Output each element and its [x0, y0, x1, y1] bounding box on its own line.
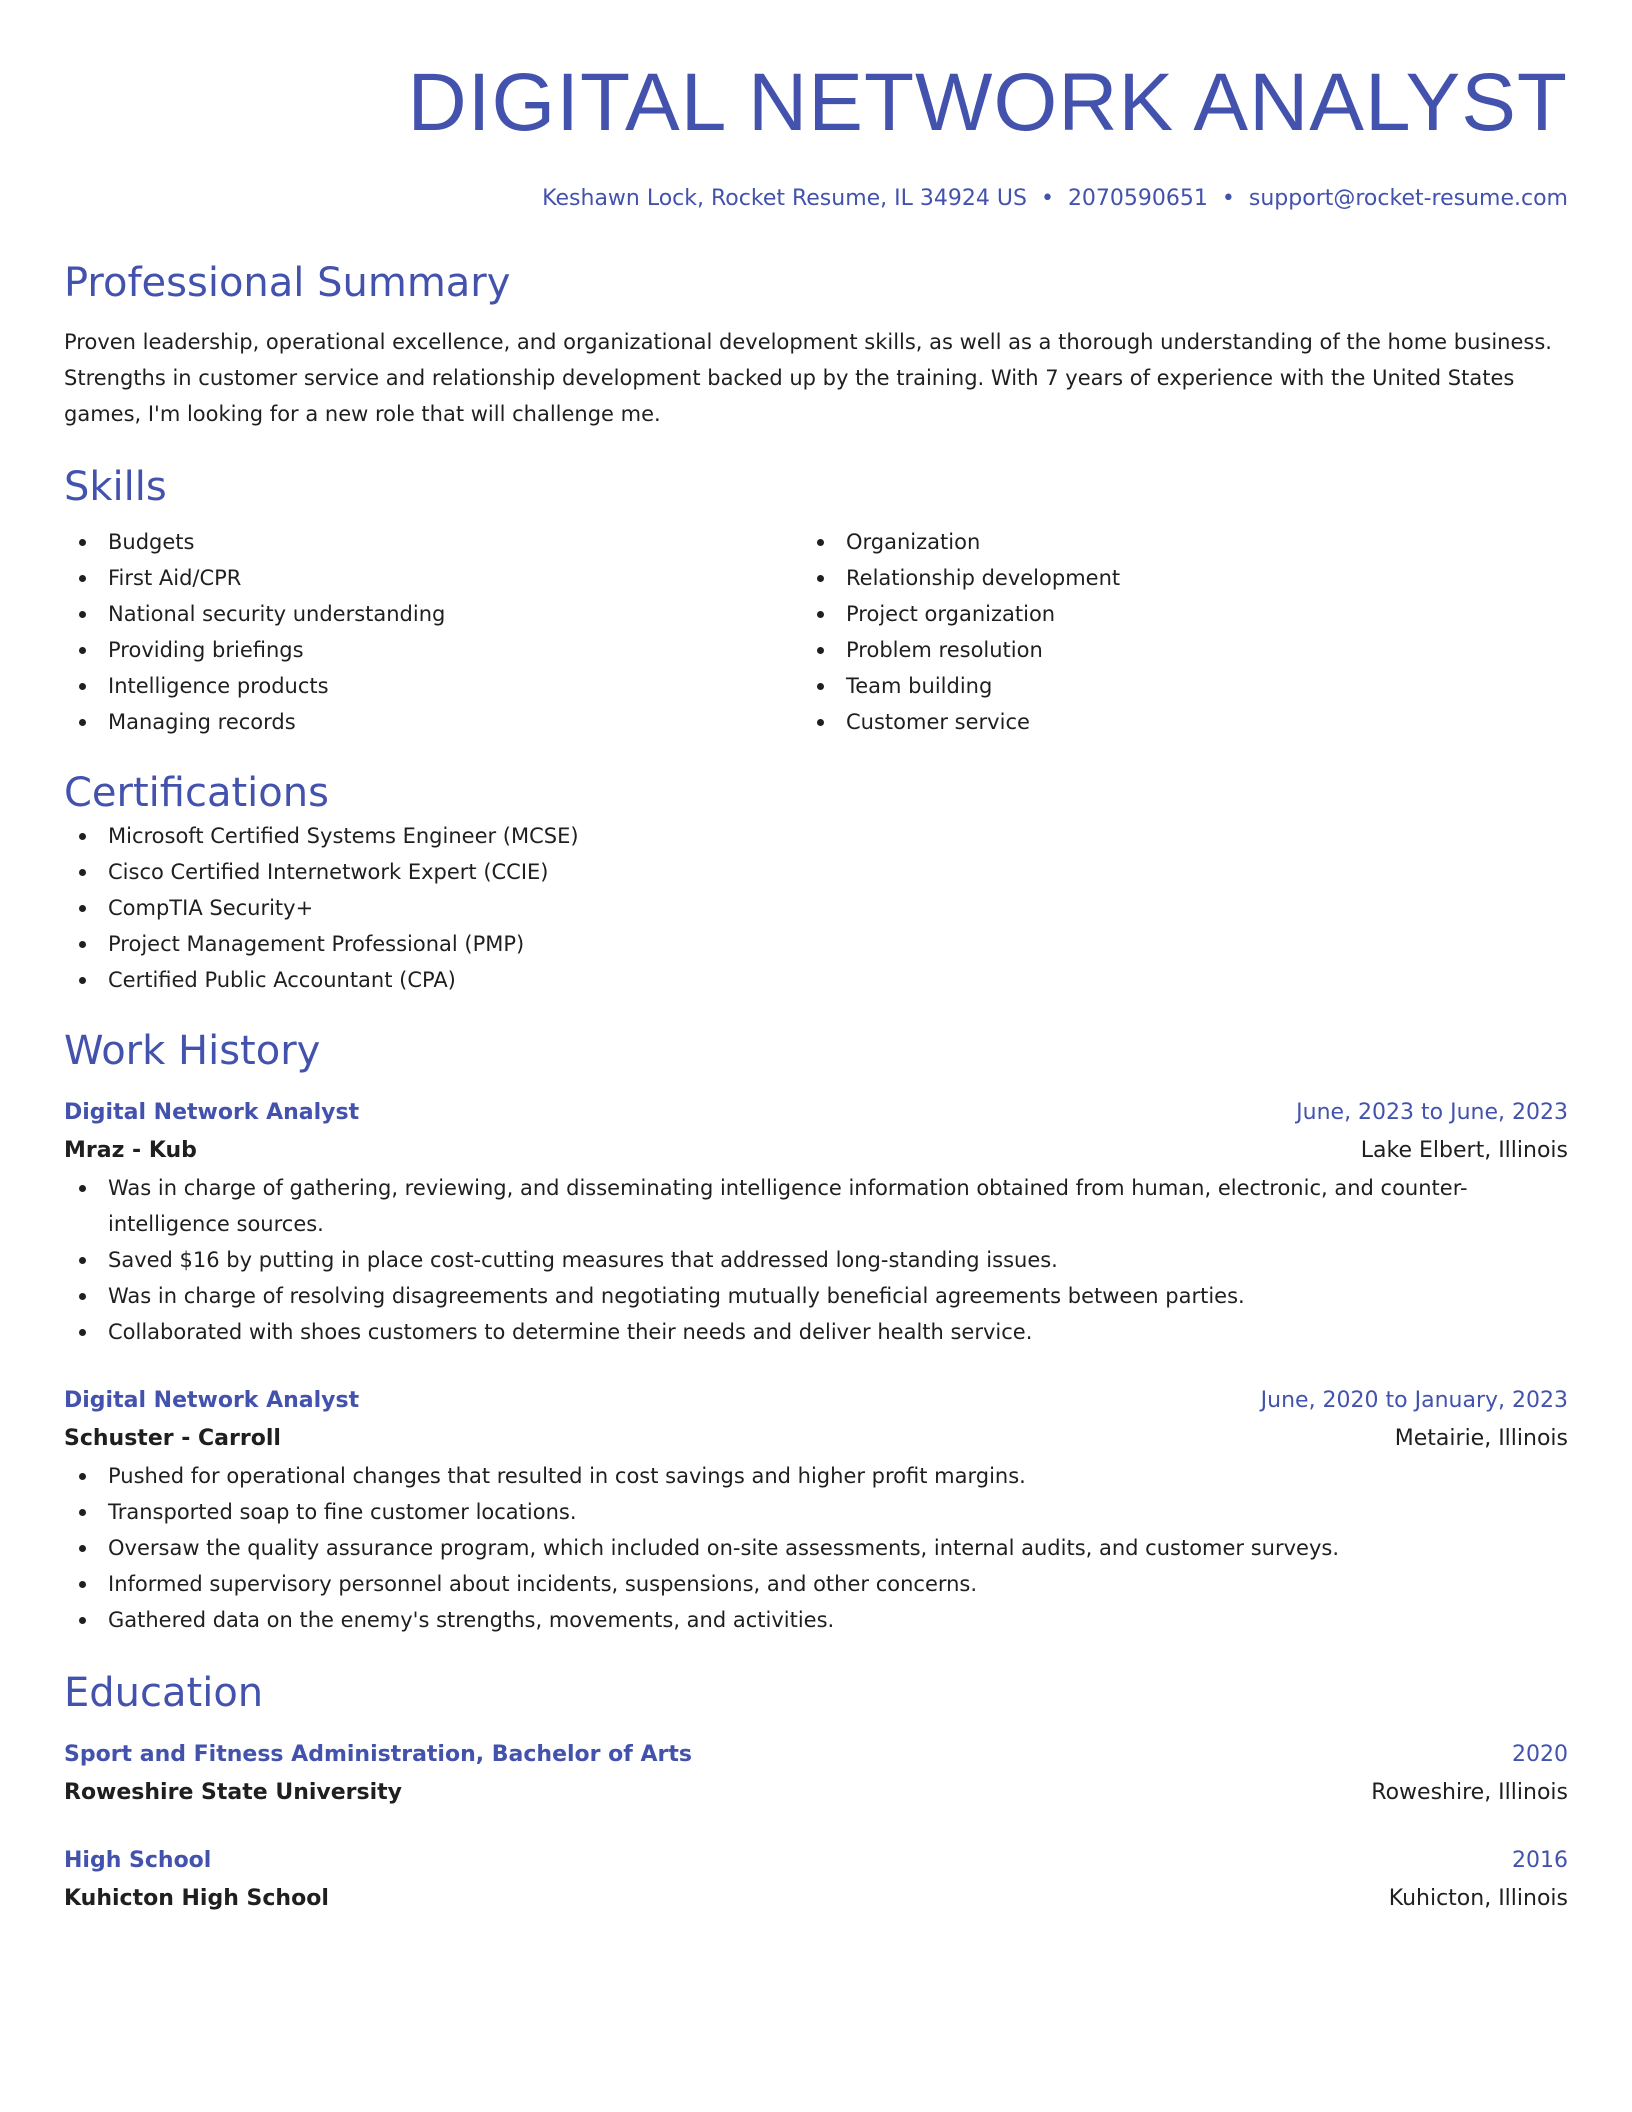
contact-phone: 2070590651 — [1067, 186, 1208, 211]
certification-item: CompTIA Security+ — [64, 890, 1568, 926]
school-location: Kuhicton, Illinois — [1388, 1886, 1568, 1911]
skills-grid — [64, 524, 1568, 740]
certifications-list — [64, 818, 1568, 998]
skill-item: Project organization — [802, 596, 1540, 632]
education-entry — [64, 1736, 1568, 1812]
job-location: Lake Elbert, Illinois — [1360, 1138, 1568, 1163]
contact-line — [64, 184, 1568, 214]
work-history-heading: Work History — [64, 1028, 321, 1074]
job-dates: June, 2020 to January, 2023 — [1260, 1388, 1568, 1413]
skills-column-right — [802, 524, 1540, 740]
education-entry-subheader — [64, 1774, 1568, 1812]
graduation-year: 2020 — [1512, 1742, 1568, 1767]
job-title: Digital Network Analyst — [64, 1388, 360, 1413]
school-name: Roweshire State University — [64, 1780, 403, 1805]
skill-item: National security understanding — [64, 596, 802, 632]
degree-name: Sport and Fitness Administration, Bachelor of Arts — [64, 1742, 692, 1767]
certifications-heading: Certifications — [64, 770, 329, 816]
certification-item: Microsoft Certified Systems Engineer (MCSE) — [64, 818, 1568, 854]
skill-item: Providing briefings — [64, 632, 802, 668]
job-dates: June, 2023 to June, 2023 — [1296, 1100, 1568, 1125]
job-bullet: Transported soap to fine customer locations. — [64, 1494, 1568, 1530]
education-entry-header — [64, 1736, 1568, 1774]
job-bullet: Collaborated with shoes customers to determine their needs and deliver health service. — [64, 1314, 1568, 1350]
graduation-year: 2016 — [1512, 1848, 1568, 1873]
school-name: Kuhicton High School — [64, 1886, 329, 1911]
job-bullet: Was in charge of resolving disagreements and negotiating mutually beneficial agreements between parties. — [64, 1278, 1568, 1314]
degree-name: High School — [64, 1848, 212, 1873]
summary-text: Proven leadership, operational excellence, and organizational development skills, as well as a thorough understanding of the home business. Strengths in customer service and relationship development backed up by the training. With 7 years of experience with the United States games, I'm looking for a new role that will challenge me. — [64, 330, 1552, 426]
contact-separator: • — [1221, 186, 1235, 211]
company-name: Mraz - Kub — [64, 1138, 197, 1163]
certification-item: Project Management Professional (PMP) — [64, 926, 1568, 962]
job-bullet: Oversaw the quality assurance program, which included on-site assessments, internal audits, and customer surveys. — [64, 1530, 1568, 1566]
work-entry — [64, 1094, 1568, 1350]
education-entry-subheader — [64, 1880, 1568, 1918]
company-name: Schuster - Carroll — [64, 1426, 281, 1451]
certification-item: Cisco Certified Internetwork Expert (CCIE) — [64, 854, 1568, 890]
skill-item: Problem resolution — [802, 632, 1540, 668]
skill-item: Budgets — [64, 524, 802, 560]
job-bullet: Saved $16 by putting in place cost-cutting measures that addressed long-standing issues. — [64, 1242, 1568, 1278]
job-bullets — [64, 1458, 1568, 1638]
work-entry — [64, 1382, 1568, 1638]
education-entry-header — [64, 1842, 1568, 1880]
skills-heading: Skills — [64, 464, 167, 510]
education-heading: Education — [64, 1670, 264, 1716]
job-location: Metairie, Illinois — [1394, 1426, 1568, 1451]
job-bullet: Informed supervisory personnel about incidents, suspensions, and other concerns. — [64, 1566, 1568, 1602]
work-entry-header — [64, 1382, 1568, 1420]
contact-separator: • — [1040, 186, 1054, 211]
school-location: Roweshire, Illinois — [1371, 1780, 1568, 1805]
skill-item: First Aid/CPR — [64, 560, 802, 596]
skill-item: Relationship development — [802, 560, 1540, 596]
resume-name-title: DIGITAL NETWORK ANALYST — [407, 57, 1568, 148]
skill-item: Organization — [802, 524, 1540, 560]
job-bullet: Was in charge of gathering, reviewing, and disseminating intelligence information obtained from human, electronic, and counter-intelligence sources. — [64, 1170, 1568, 1242]
job-bullets — [64, 1170, 1568, 1350]
skill-item: Team building — [802, 668, 1540, 704]
work-entry-subheader — [64, 1132, 1568, 1170]
skill-item: Intelligence products — [64, 668, 802, 704]
job-title: Digital Network Analyst — [64, 1100, 360, 1125]
summary-heading: Professional Summary — [64, 260, 511, 306]
skills-column-left — [64, 524, 802, 740]
contact-address: Keshawn Lock, Rocket Resume, IL 34924 US — [542, 186, 1027, 211]
contact-email[interactable]: support@rocket-resume.com — [1248, 186, 1568, 211]
skill-item: Managing records — [64, 704, 802, 740]
work-entry-subheader — [64, 1420, 1568, 1458]
job-bullet: Pushed for operational changes that resulted in cost savings and higher profit margins. — [64, 1458, 1568, 1494]
education-entry — [64, 1842, 1568, 1918]
job-bullet: Gathered data on the enemy's strengths, movements, and activities. — [64, 1602, 1568, 1638]
skill-item: Customer service — [802, 704, 1540, 740]
certification-item: Certified Public Accountant (CPA) — [64, 962, 1568, 998]
work-entry-header — [64, 1094, 1568, 1132]
resume-header — [64, 58, 1568, 214]
